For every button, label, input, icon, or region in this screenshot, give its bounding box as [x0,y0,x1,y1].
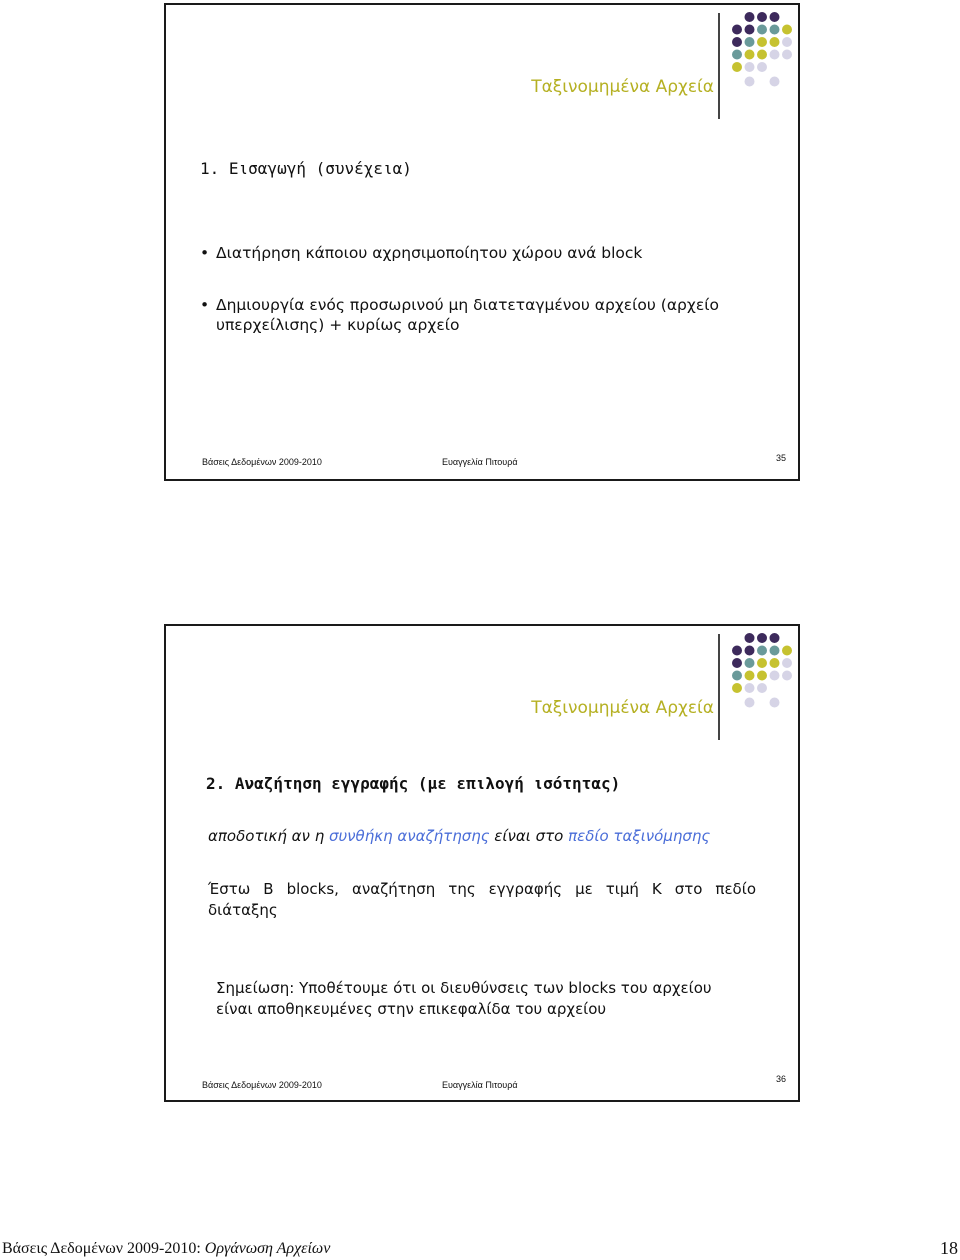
slide-number: 35 [776,453,787,463]
decorative-dot [757,25,767,35]
paragraph-word: πεδίο [715,880,756,898]
text-segment: αποδοτική αν η [208,827,329,845]
decorative-dot [770,646,780,656]
decorative-dot [757,671,767,681]
decorative-dot [782,50,792,60]
decorative-dot [770,77,780,87]
decorative-dot [732,62,742,72]
paragraph-line: διάταξης [208,901,278,919]
footer-course: Βάσεις Δεδομένων 2009-2010 [202,457,322,467]
decorative-dot [732,37,742,47]
decorative-dot [757,646,767,656]
decorative-dot [770,658,780,668]
decorative-dot [732,25,742,35]
assumption-paragraph [208,879,756,921]
decorative-dot [745,77,755,87]
decorative-dot [757,12,767,22]
decorative-dot [757,50,767,60]
footer-separator: : [196,1240,205,1257]
paragraph-word: της [448,880,476,898]
paragraph-word: blocks, [286,880,339,898]
bullet-item: • Διατήρηση κάποιου αχρησιμοποίητου χώρου ανά block [212,243,772,263]
slide-number: 36 [776,1074,787,1084]
decorative-dot [782,671,792,681]
section-heading: 1. Εισαγωγή (συνέχεια) [200,159,412,178]
paragraph-word: εγγραφής [488,880,563,898]
decorative-dot [745,12,755,22]
dot-grid-group [732,12,792,87]
decorative-dot [770,671,780,681]
decorative-dot [745,25,755,35]
paragraph-word: K [651,880,662,898]
bullet-item: • Δημιουργία ενός προσωρινού μη διατεταγμένου αρχείου (αρχείο υπερχείλισης) + κυρίως αρχείο [212,295,772,335]
decorative-dot [757,658,767,668]
decorative-dot [770,37,780,47]
decorative-dot [757,37,767,47]
paragraph-word: αναζήτηση [351,880,436,898]
decorative-dot [745,683,755,693]
page-number: 18 [940,1238,958,1258]
decorative-dot [745,633,755,643]
slide-title: Ταξινομημένα Αρχεία [531,698,714,718]
efficiency-line [208,826,756,847]
decorative-dot [732,658,742,668]
title-divider-line [718,13,720,119]
decorative-dot [782,658,792,668]
paragraph-word: B [263,880,274,898]
highlight-search-condition: συνθήκη αναζήτησης [328,827,490,845]
text-segment: είναι στο [489,827,569,845]
decorative-dot [757,633,767,643]
paragraph-word: με [575,880,593,898]
slide-36 [164,624,800,1102]
decorative-dot [757,683,767,693]
decorative-dot [782,37,792,47]
title-divider-line [718,634,720,740]
note-line: είναι αποθηκευμένες στην επικεφαλίδα του αρχείου [216,1000,607,1018]
decorative-dot [770,633,780,643]
decorative-dot [770,698,780,708]
paragraph-line [208,879,756,900]
decorative-dot [732,683,742,693]
decorative-dot [770,25,780,35]
section-heading: 2. Αναζήτηση εγγραφής (με επιλογή ισότητας) [206,774,621,793]
paragraph-word: στο [674,880,703,898]
bullet-list [212,243,772,367]
decorative-dot [745,671,755,681]
decorative-dot-grid-icon [732,632,792,732]
decorative-dot [745,698,755,708]
decorative-dot [745,62,755,72]
decorative-dot [732,646,742,656]
decorative-dot [745,50,755,60]
note-paragraph [216,978,764,1020]
decorative-dot-grid-icon [732,11,792,111]
decorative-dot [745,646,755,656]
decorative-dot [782,646,792,656]
decorative-dot [732,671,742,681]
paragraph-word: τιμή [605,880,639,898]
slide-35 [164,3,800,481]
decorative-dot [732,50,742,60]
dot-grid-group [732,633,792,708]
highlight-sort-field: πεδίο ταξινόμησης [568,827,711,845]
footer-author: Ευαγγελία Πιτουρά [442,457,518,467]
footer-course: Βάσεις Δεδομένων 2009-2010 [202,1080,322,1090]
footer-chapter-title: Οργάνωση Αρχείων [204,1240,331,1257]
paragraph-word: Έστω [208,880,251,898]
decorative-dot [745,37,755,47]
decorative-dot [770,50,780,60]
decorative-dot [782,25,792,35]
decorative-dot [757,62,767,72]
decorative-dot [745,658,755,668]
decorative-dot [770,12,780,22]
note-line: Σημείωση: Υποθέτουμε ότι οι διευθύνσεις των blocks του αρχείου [216,979,712,997]
page-footer-text [2,1240,330,1258]
footer-author: Ευαγγελία Πιτουρά [442,1080,518,1090]
footer-course-title: Βάσεις Δεδομένων 2009-2010 [2,1240,197,1257]
slide-title: Ταξινομημένα Αρχεία [531,77,714,97]
